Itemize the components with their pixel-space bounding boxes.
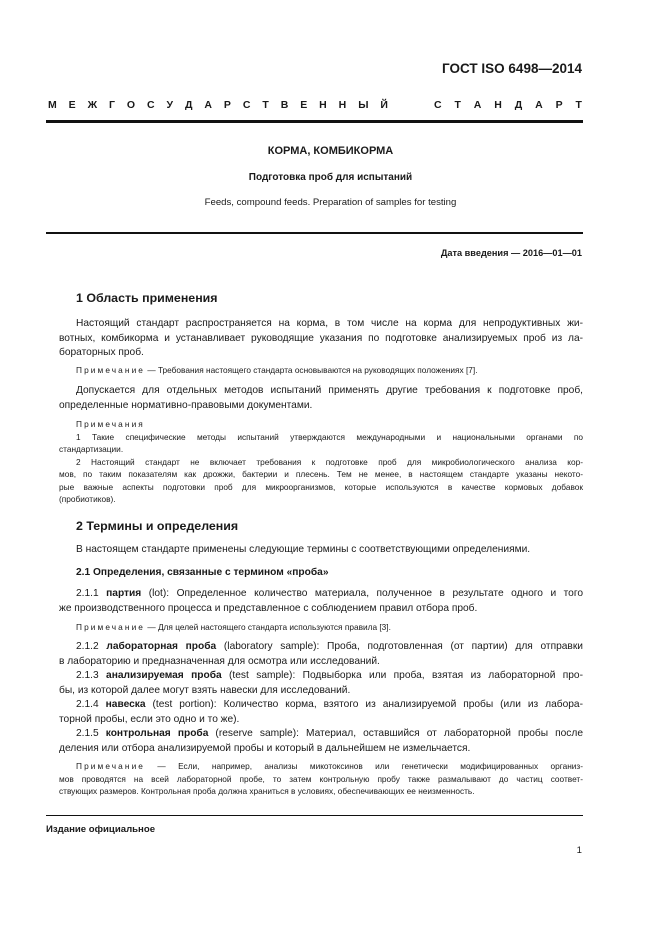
text-line	[59, 640, 583, 655]
note-text: — Если, например, анализы микотоксинов или генетически модифицированных организ-	[145, 761, 583, 771]
text-line: определенные нормативно-правовыми документами.	[59, 399, 313, 411]
term-name: партия	[106, 588, 142, 599]
term-name: навеска	[105, 699, 146, 710]
term-number: 2.1.4	[76, 699, 106, 710]
banner-letter: Н	[494, 99, 502, 111]
banner-letter: Р	[555, 99, 563, 111]
note-line	[59, 760, 583, 773]
text-line: Допускается для отдельных методов испытаний применять другие требования к подготовке проб,	[76, 385, 583, 396]
title-rule	[46, 232, 583, 234]
term-name: лабораторная проба	[106, 641, 217, 652]
note-line: 1 Такие специфические методы испытаний утверждаются международными и национальными органами по	[76, 431, 583, 442]
section-1-paragraph-2	[59, 384, 583, 413]
section-1-notes	[59, 418, 583, 506]
note-line	[59, 621, 583, 634]
document-title: КОРМА, КОМБИКОРМА	[267, 145, 394, 157]
note-text: — Требования настоящего стандарта основываются на руководящих положениях [7].	[145, 365, 478, 375]
banner-letter: В	[280, 99, 289, 111]
text-line: Настоящий стандарт распространяется на корма, в том числе на корма для непродуктивных жи-	[76, 318, 583, 329]
text-line: В настоящем стандарте применены следующие термины с соответствующими определениями.	[76, 544, 531, 555]
note-label: Примечание	[76, 622, 146, 632]
note-label: Примечание	[76, 761, 146, 771]
banner-letter: Д	[514, 99, 523, 111]
term-definition: (laboratory sample): Проба, подготовленная (от партии) для отправки	[216, 641, 583, 652]
banner-letter: С	[242, 99, 251, 111]
banner-word-interstate	[48, 99, 388, 111]
term-definition: (test sample): Подвыборка или проба, взятая из лабораторной про-	[221, 670, 583, 681]
term-2-1-2	[59, 640, 583, 669]
banner-letter: Т	[454, 99, 461, 111]
banner-letter: Г	[109, 99, 115, 111]
term-number: 2.1.3	[76, 670, 107, 681]
header-rule	[46, 120, 583, 123]
text-line	[59, 698, 583, 713]
standard-banner	[48, 99, 582, 111]
text-line: деления или отбора анализируемой пробы и который в дальнейшем не измельчается.	[59, 742, 471, 754]
note-label: Примечание	[76, 365, 146, 375]
banner-letter: Е	[68, 99, 76, 111]
section-1-paragraph-1	[59, 317, 583, 361]
term-2-1-5	[59, 727, 583, 756]
banner-letter: Н	[338, 99, 347, 111]
text-line: вотных, комбикорма и устанавливает руководящие указания по подготовке анализируемых проб из ла-	[59, 332, 583, 344]
banner-letter: А	[204, 99, 212, 111]
text-line: торной пробы, если это одно и то же).	[59, 713, 240, 725]
banner-letter: М	[48, 99, 57, 111]
banner-letter: Ы	[358, 99, 369, 111]
subsection-2-1-heading: 2.1 Определения, связанные с термином «проба»	[76, 567, 329, 578]
note-line: ствующих размеров. Контрольная проба должна храниться в условиях, обеспечивающих ее неизменность.	[59, 786, 475, 796]
banner-letter: Т	[262, 99, 269, 111]
banner-letter: Н	[319, 99, 327, 111]
banner-letter: С	[147, 99, 155, 111]
text-line: же производственного процесса и представленное с соблюдением правил отбора проб.	[59, 602, 478, 614]
banner-letter: У	[166, 99, 174, 111]
note-line: стандартизации.	[59, 444, 124, 454]
notes-label: Примечания	[76, 419, 145, 429]
note-line: 2 Настоящий стандарт не включает требования к подготовке проб для микробиологического анализа кор-	[76, 456, 583, 467]
note-line: рые важные аспекты подготовки проб для микроорганизмов, которые используются в качестве кормовых добавок	[59, 481, 583, 492]
note-text: — Для целей настоящего стандарта используются правила [3].	[145, 622, 391, 632]
note-line: мов проводятся на всей лабораторной пробе, то затем контрольную пробу также размалывают до частиц соответ-	[59, 773, 583, 784]
official-edition-label: Издание официальное	[46, 824, 156, 835]
text-line: бы, из которой далее могут взять навески для исследований.	[59, 684, 351, 696]
term-number: 2.1.5	[76, 728, 106, 739]
standard-code: ГОСТ ISO 6498—2014	[442, 61, 582, 76]
term-name: анализируемая проба	[106, 670, 222, 681]
note-line	[59, 364, 583, 377]
banner-letter: Ж	[87, 99, 98, 111]
term-2-1-1-note	[59, 621, 583, 634]
text-line	[59, 587, 583, 602]
term-definition: (reserve sample): Материал, оставшийся от лабораторной пробы после	[208, 728, 583, 739]
banner-letter: Д	[184, 99, 193, 111]
text-line: в лабораторию и предназначенная для осмотра или исследований.	[59, 655, 380, 667]
section-1-heading: 1 Область применения	[76, 291, 218, 305]
note-line: мов, по таким показателям как дрожжи, бактерии и плесень. Тем не менее, в настоящем стандарте указаны некото-	[59, 469, 583, 479]
term-2-1-4	[59, 698, 583, 727]
text-line	[59, 669, 583, 684]
term-definition: (lot): Определенное количество материала, полученное в результате одного и того	[141, 588, 583, 599]
banner-letter: Й	[380, 99, 388, 111]
section-1-note	[59, 364, 583, 377]
term-2-1-3	[59, 669, 583, 698]
term-number: 2.1.1	[76, 588, 107, 599]
term-number: 2.1.2	[76, 641, 107, 652]
text-line	[59, 727, 583, 742]
banner-letter: А	[535, 99, 543, 111]
english-title: Feeds, compound feeds. Preparation of samples for testing	[204, 197, 457, 208]
term-definition: (test portion): Количество корма, взятого из анализируемой пробы (или из лабора-	[145, 699, 583, 710]
banner-letter: О	[126, 99, 136, 111]
banner-word-standard	[434, 99, 582, 111]
banner-letter: Е	[300, 99, 308, 111]
section-2-heading: 2 Термины и определения	[76, 519, 239, 533]
document-subtitle: Подготовка проб для испытаний	[248, 172, 413, 183]
banner-letter: Р	[223, 99, 231, 111]
term-2-1-5-note	[59, 760, 583, 798]
banner-letter: А	[473, 99, 482, 111]
text-line: бораторных проб.	[59, 347, 144, 358]
banner-letter: Т	[575, 99, 582, 111]
section-2-intro	[59, 543, 583, 558]
note-line: (пробиотиков).	[59, 494, 116, 504]
banner-letter: С	[434, 99, 442, 111]
footer-rule	[46, 815, 583, 816]
term-2-1-1	[59, 587, 583, 616]
term-name: контрольная проба	[105, 728, 209, 739]
introduction-date: Дата введения — 2016—01—01	[440, 248, 582, 258]
page-number: 1	[576, 845, 582, 856]
